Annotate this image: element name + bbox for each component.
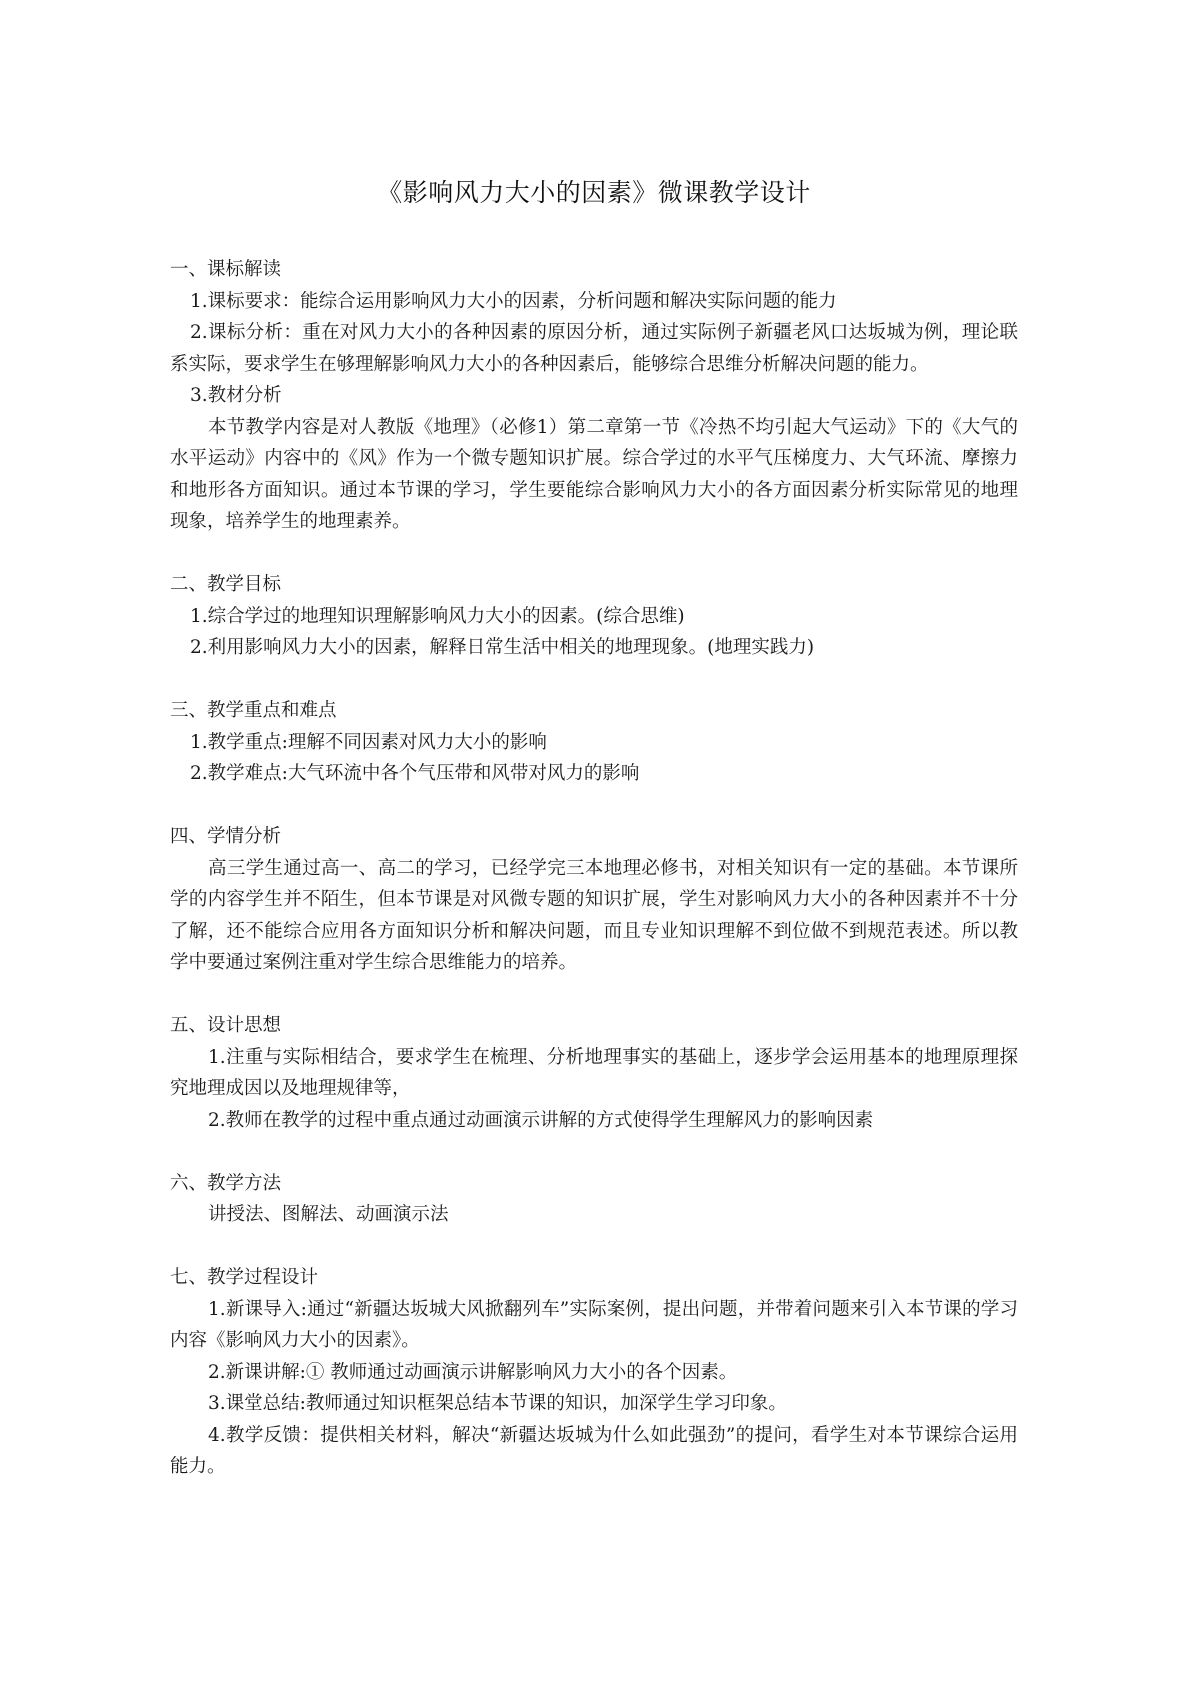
list-item: 2.利用影响风力大小的因素，解释日常生活中相关的地理现象。(地理实践力) [190,637,815,658]
list-item: 2.教师在教学的过程中重点通过动画演示讲解的方式使得学生理解风力的影响因素 [208,1109,874,1131]
sub-heading: 3.教材分析 [190,385,282,406]
list-item: 1.注重与实际相结合，要求学生在梳理、分析地理事实的基础上，逐步学会运用基本的地理原理探究地理成因以及地理规律等， [170,1046,1018,1099]
section-student-analysis [170,821,1018,979]
paragraph: 高三学生通过高一、高二的学习，已经学完三本地理必修书，对相关知识有一定的基础。本节课所学的内容学生并不陌生，但本节课是对风微专题的知识扩展，学生对影响风力大小的各种因素并不十分了解，还不能综合应用各方面知识分析和解决问题，而且专业知识理解不到位做不到规范表述。所以教学中要通过案例注重对学生综合思维能力的培养。 [170,857,1018,973]
section-design-ideas [170,1010,1018,1136]
section-teaching-objectives [170,569,1018,664]
list-item: 3.课堂总结:教师通过知识框架总结本节课的知识，加深学生学习印象。 [208,1393,787,1414]
section-curriculum-interpretation [170,254,1018,538]
list-item: 4.教学反馈：提供相关材料，解决“新疆达坂城为什么如此强劲”的提问，看学生对本节课综合运用能力。 [170,1424,1018,1477]
list-item: 2.教学难点:大气环流中各个气压带和风带对风力的影响 [190,763,640,784]
section-heading: 六、教学方法 [170,1172,282,1194]
document-title: 《影响风力大小的因素》微课教学设计 [377,178,811,207]
paragraph: 本节教学内容是对人教版《地理》（必修1）第二章第一节《冷热不均引起大气运动》下的《大气的水平运动》内容中的《风》作为一个微专题知识扩展。综合学过的水平气压梯度力、大气环流、摩擦力和地形各方面知识。通过本节课的学习，学生要能综合影响风力大小的各方面因素分析实际常见的地理现象，培养学生的地理素养。 [170,416,1018,532]
list-item: 2.新课讲解:① 教师通过动画演示讲解影响风力大小的各个因素。 [208,1361,738,1383]
list-item: 2.课标分析：重在对风力大小的各种因素的原因分析，通过实际例子新疆老风口达坂城为例，理论联系实际，要求学生在够理解影响风力大小的各种因素后，能够综合思维分析解决问题的能力。 [170,322,1018,375]
section-heading: 五、设计思想 [170,1015,282,1036]
section-heading: 一、课标解读 [170,259,282,280]
list-item: 1.课标要求：能综合运用影响风力大小的因素，分析问题和解决实际问题的能力 [190,290,837,312]
section-heading: 二、教学目标 [170,574,282,595]
list-item: 1.教学重点:理解不同因素对风力大小的影响 [190,731,547,753]
section-teaching-methods [170,1168,1018,1231]
section-heading: 四、学情分析 [170,826,282,847]
section-key-points-difficulties [170,695,1018,790]
list-item: 1.综合学过的地理知识理解影响风力大小的因素。(综合思维) [190,605,685,627]
section-teaching-process [170,1262,1018,1483]
section-heading: 七、教学过程设计 [170,1267,319,1288]
list-item: 1.新课导入:通过“新疆达坂城大风掀翻列车”实际案例，提出问题，并带着问题来引入本节课的学习内容《影响风力大小的因素》。 [170,1298,1018,1351]
methods-text: 讲授法、图解法、动画演示法 [208,1204,449,1225]
section-heading: 三、教学重点和难点 [170,700,337,721]
document-body [170,254,1018,1514]
